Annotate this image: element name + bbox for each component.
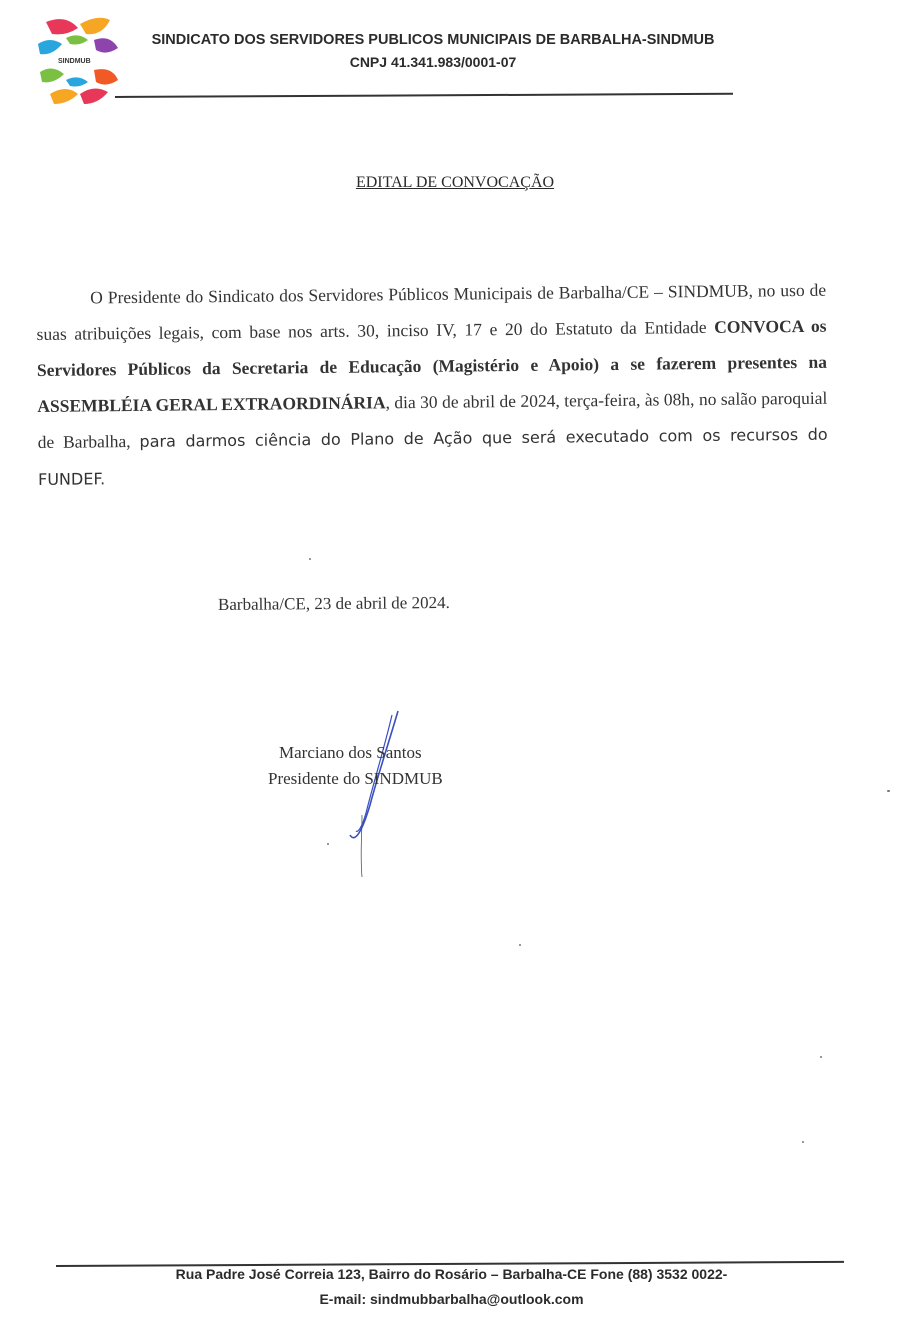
- paragraph-part-3: para darmos ciência do Plano de Ação que será executado com os recursos do FUNDEF.: [37, 424, 828, 489]
- paragraph-part-2: , dia 30 de abril de 2024, terça-feira, às 08h, no salão paroquial de Barbalha,: [37, 387, 828, 452]
- paragraph-bold-convocation: CONVOCA os Servidores Públicos da Secretaria de Educação (Magistério e Apoio) a se fazerem presentes na ASSEMBLÉIA GERAL EXTRAORDINÁRIA: [36, 315, 828, 416]
- place-and-date: Barbalha/CE, 23 de abril de 2024.: [217, 592, 450, 615]
- scan-speck: [519, 944, 521, 946]
- organization-name: SINDICATO DOS SERVIDORES PUBLICOS MUNICIPAIS DE BARBALHA-SINDMUB: [151, 32, 715, 48]
- footer-email: E-mail: sindmubbarbalha@outlook.com: [319, 1291, 584, 1307]
- scan-speck: [802, 1141, 804, 1143]
- cnpj-number: CNPJ 41.341.983/0001-07: [349, 54, 517, 70]
- handwritten-signature: [340, 705, 410, 885]
- scan-speck: [820, 1056, 822, 1058]
- scan-speck: [309, 558, 311, 560]
- scan-speck: [327, 843, 329, 845]
- convocation-paragraph: [36, 272, 828, 498]
- paragraph-part-1: O Presidente do Sindicato dos Servidores Públicos Municipais de Barbalha/CE – SINDMUB, no uso de suas atribuições legais, com base nos arts. 30, inciso IV, 17 e 20 do Estatuto da Entidade: [36, 279, 827, 344]
- document-title: EDITAL DE CONVOCAÇÃO: [355, 174, 555, 191]
- footer-address: Rua Padre José Correia 123, Bairro do Rosário – Barbalha-CE Fone (88) 3532 0022-: [175, 1266, 728, 1282]
- signer-role: Presidente do SINDMUB: [268, 769, 443, 788]
- logo-text: SINDMUB: [58, 58, 91, 65]
- scan-speck: [887, 790, 890, 792]
- signer-name: Marciano dos Santos: [279, 743, 422, 762]
